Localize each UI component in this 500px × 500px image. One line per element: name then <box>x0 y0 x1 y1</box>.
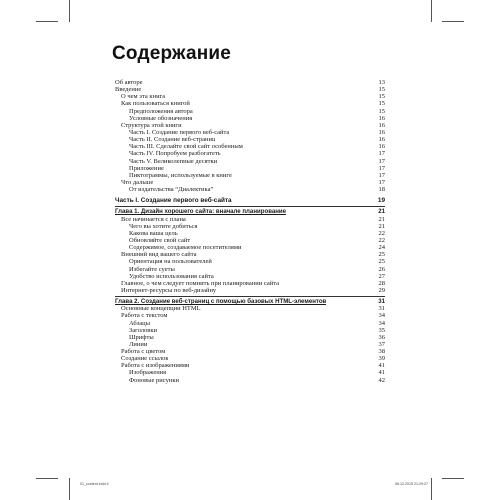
toc-entry-title: Чего вы хотите добиться <box>129 222 198 230</box>
toc-page-number: 16 <box>378 128 385 136</box>
toc-page-number: 18 <box>378 186 385 194</box>
toc-group-chapter-1 <box>115 216 385 295</box>
toc-page-number: 21 <box>378 208 385 216</box>
toc-entry <box>115 186 385 193</box>
toc-page-number: 17 <box>378 178 385 186</box>
toc-entry <box>115 377 385 384</box>
toc-entry-title: Глава 1. Дизайн хорошего сайта: вначале планирование <box>115 208 287 216</box>
toc-entry-title: Введение <box>115 86 142 94</box>
toc-page-number: 24 <box>378 244 385 252</box>
toc-page-number: 22 <box>378 229 385 237</box>
toc-page-number: 16 <box>378 143 385 151</box>
toc-entry <box>115 136 385 143</box>
toc-entry-title: Избегайте суеты <box>129 265 175 273</box>
toc-entry-title: Основные концепции HTML <box>121 305 201 313</box>
crop-mark <box>36 21 58 22</box>
toc-page-number: 41 <box>378 362 385 370</box>
toc-page-number: 21 <box>378 222 385 230</box>
toc-chapter-1 <box>115 208 385 215</box>
toc-entry <box>115 266 385 273</box>
toc-page-number: 35 <box>378 326 385 334</box>
toc-entry-title: Внешний вид вашего сайта <box>121 251 197 259</box>
crop-mark <box>36 478 58 479</box>
toc-entry <box>115 179 385 186</box>
toc-page-number: 25 <box>378 251 385 259</box>
toc-entry <box>115 348 385 355</box>
toc-entry-title: Линии <box>129 340 148 348</box>
toc-entry <box>115 355 385 362</box>
toc-group-chapter-2 <box>115 305 385 384</box>
toc-entry-title: Создание ссылок <box>121 355 169 363</box>
toc-entry <box>115 341 385 348</box>
print-file-info: 01_content.indd 4 <box>80 482 109 486</box>
crop-mark <box>431 0 432 22</box>
toc-entry-title: Главное, о чем следует помнить при планировании сайта <box>121 279 279 287</box>
toc-entry <box>115 93 385 100</box>
toc-entry <box>115 305 385 312</box>
toc-page-number: 17 <box>378 157 385 165</box>
toc-page-number: 39 <box>378 355 385 363</box>
toc-page-number: 34 <box>378 319 385 327</box>
toc-page-number: 27 <box>378 272 385 280</box>
toc-page-number: 31 <box>378 298 385 306</box>
toc-entry <box>115 129 385 136</box>
crop-mark <box>69 478 70 500</box>
toc-entry <box>115 158 385 165</box>
toc-entry <box>115 165 385 172</box>
section-divider <box>115 206 385 207</box>
toc-chapter-2 <box>115 298 385 305</box>
toc-entry-title: Часть III. Сделайте свой сайт особенным <box>129 143 243 151</box>
toc-entry <box>115 280 385 287</box>
toc-entry-title: Часть I. Создание первого веб-сайта <box>115 197 232 205</box>
toc-entry-title: Пиктограммы, используемые в книге <box>129 171 232 179</box>
crop-mark <box>442 478 464 479</box>
toc-entry-title: Глава 2. Создание веб-страниц с помощью базовых HTML-элементов <box>115 298 327 306</box>
toc-page-number: 38 <box>378 348 385 356</box>
toc-entry-title: Какова ваша цель <box>129 229 178 237</box>
toc-entry-title: Ориентация на пользователей <box>129 258 212 266</box>
toc-entry <box>115 223 385 230</box>
toc-entry-title: Работа с изображениями <box>121 362 190 370</box>
toc-entry <box>115 287 385 294</box>
toc-entry <box>115 320 385 327</box>
toc-page-number: 36 <box>378 333 385 341</box>
toc-page-number: 21 <box>378 215 385 223</box>
toc-page-number: 17 <box>378 150 385 158</box>
toc-group-intro <box>115 79 385 193</box>
crop-mark <box>442 21 464 22</box>
toc-entry-title: Структура этой книги <box>121 121 182 129</box>
toc-page-number: 16 <box>378 121 385 129</box>
toc-page-number: 15 <box>378 107 385 115</box>
toc-page-number: 34 <box>378 312 385 320</box>
toc-page-number: 26 <box>378 265 385 273</box>
page-title: Содержание <box>112 43 232 64</box>
toc-entry-title: Условные обозначения <box>129 114 193 122</box>
toc-entry <box>115 100 385 107</box>
toc-entry-title: Все начинается с плана <box>121 215 186 223</box>
toc-page-number: 41 <box>378 369 385 377</box>
toc-entry <box>115 237 385 244</box>
toc-page-number: 28 <box>378 279 385 287</box>
toc-entry <box>115 251 385 258</box>
toc-entry-title: Работа с текстом <box>121 312 168 320</box>
toc-entry-title: Интернет-ресурсы по веб-дизайну <box>121 286 217 294</box>
toc-page-number: 22 <box>378 236 385 244</box>
toc-entry-title: Фоновые рисунки <box>129 376 179 384</box>
toc-entry-title: Об авторе <box>115 79 143 86</box>
toc-page-number: 31 <box>378 305 385 313</box>
toc-page-number: 17 <box>378 164 385 172</box>
toc-entry-title: Удобство использования сайта <box>129 272 214 280</box>
toc-entry-title: Работа с цветом <box>121 348 166 356</box>
toc-entry-title: Обновляйте свой сайт <box>129 236 191 244</box>
toc-entry-title: Изображения <box>129 369 167 377</box>
toc-entry <box>115 122 385 129</box>
toc-page-number: 29 <box>378 286 385 294</box>
crop-mark <box>69 0 70 22</box>
toc-entry <box>115 273 385 280</box>
toc-entry <box>115 312 385 319</box>
toc-entry-title: Абзацы <box>129 319 150 327</box>
toc-page-number: 15 <box>378 100 385 108</box>
toc-page-number: 37 <box>378 340 385 348</box>
toc-part-1 <box>115 197 385 204</box>
toc-page-number: 16 <box>378 136 385 144</box>
toc-page-number: 15 <box>378 86 385 94</box>
toc-page-number: 16 <box>378 114 385 122</box>
toc-entry <box>115 327 385 334</box>
toc-entry-title: От издательства “Диалектика” <box>129 186 214 194</box>
toc-entry <box>115 86 385 93</box>
toc-entry <box>115 143 385 150</box>
toc-entry-title: Шрифты <box>129 333 154 341</box>
toc-entry-title: О чем эта книга <box>121 93 166 101</box>
crop-mark <box>431 478 432 500</box>
toc-page-number: 13 <box>378 79 385 86</box>
toc-entry-title: Приложение <box>129 164 164 172</box>
toc-entry <box>115 362 385 369</box>
toc-entry <box>115 334 385 341</box>
toc-entry <box>115 79 385 86</box>
print-timestamp: 08.12.2015 21:29:27 <box>395 482 428 486</box>
toc-page-number: 15 <box>378 93 385 101</box>
toc-entry-title: Часть V. Великолепные десятки <box>129 157 218 165</box>
toc-entry <box>115 172 385 179</box>
toc-page-number: 25 <box>378 258 385 266</box>
toc-entry <box>115 244 385 251</box>
toc-entry-title: Предположения автора <box>129 107 193 115</box>
toc-entry-title: Заголовки <box>129 326 158 334</box>
toc-entry <box>115 230 385 237</box>
toc-entry <box>115 150 385 157</box>
toc-entry-title: Содержимое, создаваемое посетителями <box>129 244 242 252</box>
toc-entry <box>115 216 385 223</box>
toc-entry <box>115 258 385 265</box>
toc-entry-title: Часть I. Создание первого веб-сайта <box>129 128 230 136</box>
toc-entry <box>115 108 385 115</box>
toc-entry <box>115 115 385 122</box>
toc-page-number: 42 <box>378 376 385 384</box>
table-of-contents <box>115 79 385 384</box>
toc-entry <box>115 369 385 376</box>
toc-page-number: 17 <box>378 171 385 179</box>
section-divider <box>115 296 385 297</box>
toc-entry-title: Часть IV. Попробуем разбогатеть <box>129 150 221 158</box>
toc-page-number: 19 <box>377 197 385 205</box>
toc-entry-title: Часть II. Создание веб-страниц <box>129 136 216 144</box>
toc-entry-title: Что дальше <box>121 178 154 186</box>
toc-entry-title: Как пользоваться книгой <box>121 100 190 108</box>
